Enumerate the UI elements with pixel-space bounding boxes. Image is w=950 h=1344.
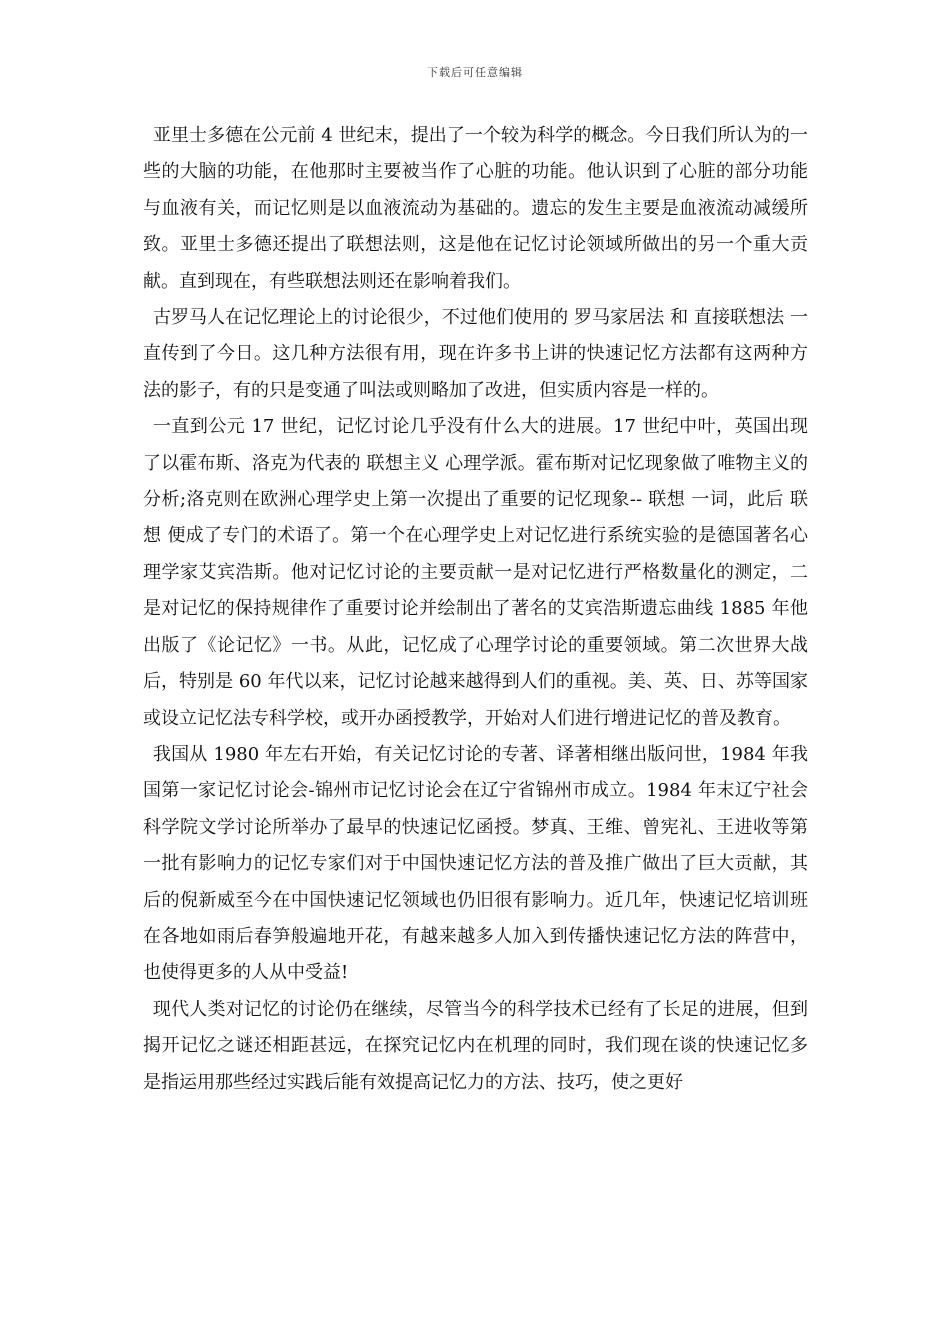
document-body — [143, 118, 808, 1101]
paragraph-aristotle: 亚里士多德在公元前 4 世纪末，提出了一个较为科学的概念。今日我们所认为的一些的大脑的功能，在他那时主要被当作了心脏的功能。他认识到了心脏的部分功能与血液有关，而记忆则是以血液流动为基础的。遗忘的发生主要是血液流动减缓所致。亚里士多德还提出了联想法则，这是他在记忆讨论领域所做出的另一个重大贡献。直到现在，有些联想法则还在影响着我们。 — [143, 125, 808, 292]
page-header-note: 下载后可任意编辑 — [427, 66, 523, 79]
paragraph-17th-century: 一直到公元 17 世纪，记忆讨论几乎没有什么大的进展。17 世纪中叶，英国出现了以霍布斯、洛克为代表的 联想主义 心理学派。霍布斯对记忆现象做了唯物主义的分析;洛克则在欧洲心理学史上第一次提出了重要的记忆现象-- 联想 一词，此后 联想 便成了专门的术语了。第一个在心理学史上对记忆进行系统实验的是德国著名心理学家艾宾浩斯。他对记忆讨论的主要贡献一是对记忆进行严格数量化的测定，二是对记忆的保持规律作了重要讨论并绘制出了著名的艾宾浩斯遗忘曲线 1885 年他出版了《论记忆》一书。从此，记忆成了心理学讨论的重要领域。第二次世界大战后，特别是 60 年代以来，记忆讨论越来越得到人们的重视。美、英、日、苏等国家或设立记忆法专科学校，或开办函授教学，开始对人们进行增进记忆的普及教育。 — [143, 416, 808, 729]
paragraph-ancient-rome: 古罗马人在记忆理论上的讨论很少，不过他们使用的 罗马家居法 和 直接联想法 一直传到了今日。这几种方法很有用，现在许多书上讲的快速记忆方法都有这两种方法的影子，有的只是变通了叫法或则略加了改进，但实质内容是一样的。 — [143, 307, 808, 401]
paragraph-modern-research: 现代人类对记忆的讨论仍在继续，尽管当今的科学技术已经有了长足的进展，但到揭开记忆之谜还相距甚远，在探究记忆内在机理的同时，我们现在谈的快速记忆多是指运用那些经过实践后能有效提高记忆力的方法、技巧，使之更好 — [143, 998, 808, 1093]
paragraph-china-1980s: 我国从 1980 年左右开始，有关记忆讨论的专著、译著相继出版问世，1984 年我国第一家记忆讨论会-锦州市记忆讨论会在辽宁省锦州市成立。1984 年末辽宁社会科学院文学讨论所举办了最早的快速记忆函授。梦真、王维、曾宪礼、王进收等第一批有影响力的记忆专家们对于中国快速记忆方法的普及推广做出了巨大贡献，其后的倪新威至今在中国快速记忆领域也仍旧很有影响力。近几年，快速记忆培训班在各地如雨后春笋般遍地开花，有越来越多人加入到传播快速记忆方法的阵营中，也使得更多的人从中受益! — [143, 743, 808, 984]
